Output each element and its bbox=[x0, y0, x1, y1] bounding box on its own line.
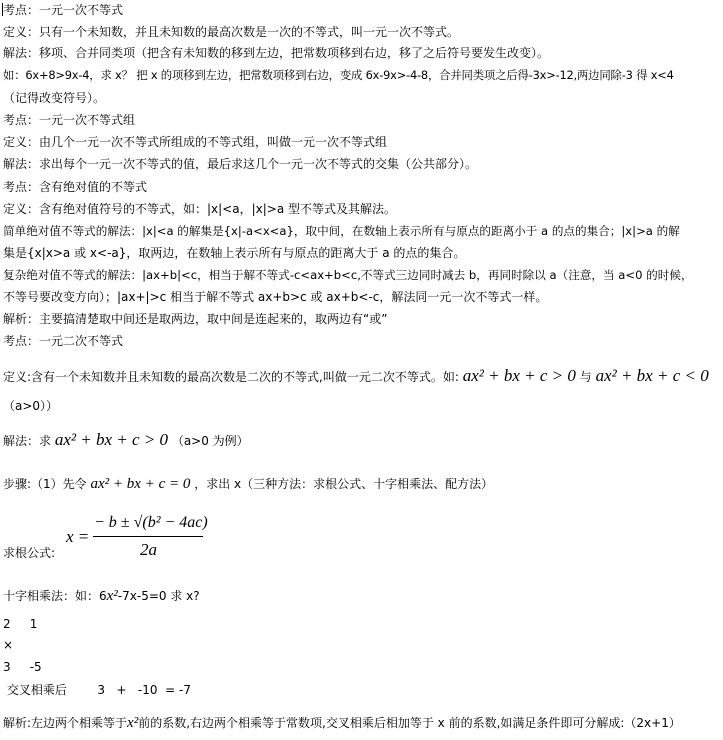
cross-x-squared: x² bbox=[106, 588, 118, 604]
analysis-suffix: 前的系数,右边两个相乘等于常数项,交叉相乘后相加等于 x 前的系数,如满足条件即可分解成:（2x+1） bbox=[138, 716, 681, 730]
line-example-1-cont: （记得改变符号）。 bbox=[3, 91, 106, 105]
cross-row-1: 2 1 bbox=[3, 617, 38, 631]
line-cross-method bbox=[3, 587, 200, 605]
line-steps bbox=[3, 473, 493, 495]
line-topic-3: 考点：含有绝对值的不等式 bbox=[3, 180, 148, 194]
line-definition-3: 定义：含有绝对值符号的不等式，如：|x|<a，|x|>a 型不等式及其解法。 bbox=[3, 202, 397, 216]
formula-label: 求根公式: bbox=[3, 546, 56, 560]
line-simple-abs-cont: 集是{x|x>a 或 x<-a}，取两边，在数轴上表示所有与原点的距离大于 a 的点的集合。 bbox=[3, 246, 466, 260]
steps-prefix: 步骤:（1）先令 bbox=[3, 477, 87, 491]
method-4-suffix: （a>0 为例） bbox=[171, 434, 249, 448]
fraction-bar bbox=[93, 536, 203, 537]
line-definition-4-cond: （a>0）） bbox=[3, 399, 59, 413]
formula-numerator: − b ± √(b² − 4ac) bbox=[94, 514, 208, 531]
inequality-greater: ax² + bx + c > 0 bbox=[462, 366, 576, 385]
steps-suffix: ，求出 x（三种方法：求根公式、十字相乘法、配方法） bbox=[194, 477, 494, 491]
cross-row-2: × bbox=[3, 638, 14, 652]
cross-suffix: -7x-5=0 求 x? bbox=[117, 589, 200, 603]
line-topic-4: 考点：一元二次不等式 bbox=[3, 334, 124, 348]
formula-denominator: 2a bbox=[140, 540, 157, 559]
inequality-less: ax² + bx + c < 0 bbox=[595, 366, 709, 385]
analysis-prefix: 解析:左边两个相乘等于 bbox=[3, 716, 128, 730]
line-definition-4 bbox=[3, 366, 709, 387]
line-analysis-2 bbox=[3, 714, 681, 732]
cross-row-4: 交叉相乘后 3 + -10 = -7 bbox=[3, 683, 191, 697]
line-definition-2: 定义：由几个一元一次不等式所组成的不等式组，叫做一元一次不等式组 bbox=[3, 135, 388, 149]
line-method-2: 解法：求出每个一元一次不等式的值，最后求这几个一元一次不等式的交集（公共部分）。 bbox=[3, 157, 478, 171]
line-method-1: 解法：移项、合并同类项（把含有未知数的移到左边，把常数项移到右边，移了之后符号要发生改变）。 bbox=[3, 46, 550, 60]
line-example-1: 如：6x+8>9x-4，求 x？ 把 x 的项移到左边，把常数项移到右边，变成 6x-9x>-4-8，合并同类项之后得-3x>-12,两边同除-3 得 x<4 bbox=[3, 68, 674, 82]
line-method-4 bbox=[3, 429, 249, 452]
line-simple-abs: 简单绝对值不等式的解法：|x|<a 的解集是{x|-a<x<a}，取中间，在数轴上表示所有与原点的距离小于 a 的点的集合；|x|>a 的解 bbox=[3, 224, 680, 238]
method-4-prefix: 解法：求 bbox=[3, 434, 52, 448]
line-definition-1: 定义：只有一个未知数，并且未知数的最高次数是一次的不等式，叫一元一次不等式。 bbox=[3, 25, 460, 39]
method-4-inequality: ax² + bx + c > 0 bbox=[54, 430, 168, 449]
formula-lhs: x = bbox=[66, 527, 90, 546]
line-topic-1: 考点：一元一次不等式 bbox=[3, 3, 124, 17]
cross-prefix: 十字相乘法：如：6 bbox=[3, 589, 107, 603]
line-complex-abs-cont: 不等号要改变方向）；|ax+|>c 相当于解不等式 ax+b>c 或 ax+b<-c，解法同一元一次不等式一样。 bbox=[3, 290, 548, 304]
analysis-x-squared: x² bbox=[127, 715, 139, 731]
definition-4-and: 与 bbox=[579, 370, 592, 384]
definition-4-text: 定义:含有一个未知数并且未知数的最高次数是二次的不等式,叫做一元二次不等式。如: bbox=[3, 370, 459, 384]
line-analysis-1: 解析：主要搞清楚取中间还是取两边，取中间是连起来的，取两边有“或” bbox=[3, 312, 388, 326]
line-topic-2: 考点：一元一次不等式组 bbox=[3, 113, 136, 127]
cross-row-3: 3 -5 bbox=[3, 660, 42, 674]
line-complex-abs: 复杂绝对值不等式的解法：|ax+b|<c，相当于解不等式-c<ax+b<c,不等式三边同时减去 b，再同时除以 a（注意，当 a<0 的时候， bbox=[3, 268, 693, 282]
steps-equation: ax² + bx + c = 0 bbox=[90, 476, 191, 492]
